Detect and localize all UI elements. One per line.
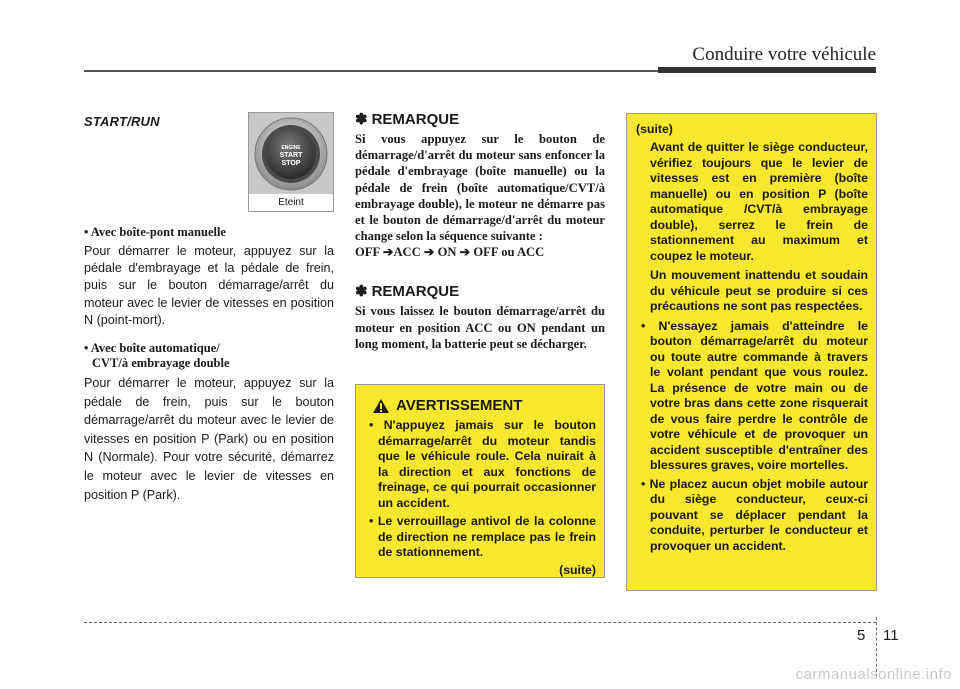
header-title: Conduire votre véhicule xyxy=(692,44,876,65)
warning-list xyxy=(364,418,596,561)
remark-text-1: Si vous appuyez sur le bouton de démarrage/d'arrêt du moteur sans enfoncer la pédale d'embrayage (boîte manuelle) ou la pédale de frein (boîte automatique/CVT/à embrayage double), le moteur ne démarre pas et le bouton de démarrage/d'arrêt du moteur change selon la séquence suivante : xyxy=(355,132,605,244)
button-text-stop: STOP xyxy=(281,160,301,167)
warning-title: AVERTISSEMENT xyxy=(372,397,596,414)
continued-label: (suite) xyxy=(636,122,673,136)
remark-text-2: Si vous laissez le bouton démarrage/arrêt du moteur en position ACC ou ON pendant un long moment, la batterie peut se décharger. xyxy=(355,304,605,351)
info-paragraph-1: Avant de quitter le siège conducteur, vérifiez toujours que le levier de vitesses est en première (boîte manuelle) ou en position P (boîte automatique /CVT/à embrayage double), serrez le frein de stationnement au maximum et coupez le moteur. xyxy=(650,140,868,263)
continued-warning-box xyxy=(626,113,877,591)
warning-box xyxy=(355,384,605,578)
manual-text: Pour démarrer le moteur, appuyez sur la pédale d'embrayage et la pédale de frein, puis sur le bouton démarrage/arrêt du moteur avec le levier de vitesses en position N (point-mort). xyxy=(84,244,334,327)
asterisk-icon: ✽ xyxy=(355,111,368,128)
watermark: carmanualsonline.info xyxy=(795,666,952,683)
auto-heading: • Avec boîte automatique/ xyxy=(84,341,220,356)
list-item: • N'essayez jamais d'atteindre le bouton démarrage/arrêt du moteur ou toute autre commande à travers le volant pendant que vous roulez. La présence de votre main ou de votre bras dans cette zone risquerait de vous faire perdre le contrôle de votre véhicule et de provoquer un accident susceptible d'entraîner des blessures graves, voire mortelles. xyxy=(641,318,868,472)
button-text-start: START xyxy=(279,152,303,159)
list-item: • Le verrouillage antivol de la colonne de direction ne remplace pas le frein de stationnement. xyxy=(369,514,596,559)
asterisk-icon: ✽ xyxy=(355,283,368,301)
info-paragraph-2: Un mouvement inattendu et soudain du véhicule peut se produire si ces précautions ne sont pas respectées. xyxy=(650,268,868,313)
arrow-icon: ➔ xyxy=(423,245,435,260)
info-list xyxy=(636,319,868,555)
manual-heading: • Avec boîte-pont manuelle xyxy=(84,225,226,239)
arrow-icon: ➔ xyxy=(382,245,394,260)
page-number: 11 xyxy=(883,627,899,644)
engine-start-stop-icon xyxy=(249,113,333,195)
list-item: • N'appuyez jamais sur le bouton démarrage/arrêt du moteur tandis que le véhicule roule. Cela nuirait à la direction et aux fonctions de freinage, ce qui pourrait occasionner un accident. xyxy=(369,418,596,510)
chapter-number: 5 xyxy=(857,627,866,644)
auto-heading-cont: CVT/à embrayage double xyxy=(92,356,230,371)
arrow-icon: ➔ xyxy=(459,245,471,260)
middle-column xyxy=(355,110,605,352)
header-rule-accent xyxy=(658,67,876,73)
sequence-line: OFF ➔ACC ➔ ON ➔ OFF ou ACC xyxy=(355,245,545,260)
image-caption: Eteint xyxy=(248,194,334,212)
list-item: • Ne placez aucun objet mobile autour du siège conducteur, ceux-ci pouvant se déplacer pendant la conduite, perturber le conducteur et provoquer un accident. xyxy=(641,476,868,553)
warning-triangle-icon xyxy=(372,398,390,414)
left-column xyxy=(84,110,334,504)
button-text-engine: ENGINE xyxy=(281,145,301,151)
footer-rule xyxy=(84,622,876,623)
section-title: START/RUN xyxy=(84,114,160,129)
remark-title-1: ✽ REMARQUE xyxy=(355,110,460,128)
warning-suite: (suite) xyxy=(559,562,596,577)
remark-title-2: ✽ REMARQUE xyxy=(355,282,460,301)
auto-text: Pour démarrer le moteur, appuyez sur la pédale de frein, puis sur le bouton démarrage/arrêt du moteur avec le levier de vitesses en position P (Park) ou en position N (Normale). Pour votre sécurité, démarrez le moteur avec le levier de vitesses en position P (Park). xyxy=(84,376,334,502)
start-stop-button-image xyxy=(248,112,334,196)
